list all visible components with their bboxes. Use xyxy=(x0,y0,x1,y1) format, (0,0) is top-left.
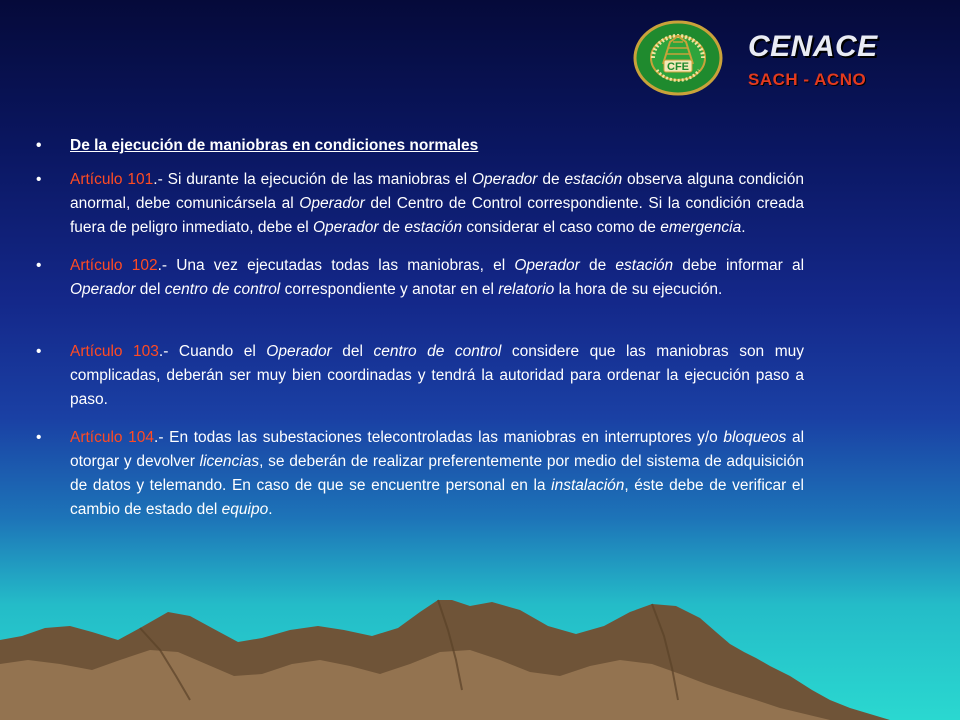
brand-title: CENACE xyxy=(748,30,878,63)
article-label: Artículo 103 xyxy=(70,343,159,360)
article-text: del Centro de Control correspondiente. Si la condición creada fuera de peligro inmediato, debe el xyxy=(70,195,804,236)
article-text: . xyxy=(741,219,746,236)
article-text: .- Una vez ejecutadas todas las maniobras, el xyxy=(157,257,515,274)
article-item xyxy=(36,426,804,522)
article-item xyxy=(36,340,804,412)
article-text: , se deberán de realizar preferentemente por medio del sistema de adquisición de datos y telemando. En caso de que se encuentre personal en la xyxy=(70,453,804,494)
bullet: • xyxy=(36,343,42,360)
article-term: estación xyxy=(404,219,463,236)
article-term: Operador xyxy=(70,281,136,298)
article-item xyxy=(36,168,804,240)
bullet: • xyxy=(36,137,42,154)
article-text: correspondiente y anotar en el xyxy=(280,281,499,298)
article-text: considere que las maniobras son muy complicadas, deberán ser muy bien coordinadas y tendrá la autoridad para ordenar la ejecución paso a paso. xyxy=(70,343,804,408)
article-item xyxy=(36,254,804,302)
article-text: considerar el caso como de xyxy=(462,219,661,236)
article-text: la hora de su ejecución. xyxy=(554,281,723,298)
article-text: . xyxy=(268,501,273,518)
article-term: instalación xyxy=(551,477,625,494)
article-text: observa alguna condición anormal, debe comunicársela al xyxy=(70,171,804,212)
article-term: relatorio xyxy=(498,281,555,298)
article-label: Artículo 102 xyxy=(70,257,158,274)
article-term: bloqueos xyxy=(723,429,787,446)
article-term: Operador xyxy=(266,343,332,360)
cfe-seal-icon xyxy=(633,20,723,96)
article-term: estación xyxy=(615,257,674,274)
article-term: licencias xyxy=(199,453,260,470)
article-term: Operador xyxy=(299,195,365,212)
article-term: estación xyxy=(564,171,623,188)
article-text: del xyxy=(135,281,165,298)
bullet: • xyxy=(36,429,42,446)
section-heading-text: De la ejecución de maniobras en condiciones normales xyxy=(70,137,479,154)
article-text: de xyxy=(378,219,405,236)
article-text: de xyxy=(579,257,616,274)
article-term: equipo xyxy=(221,501,269,518)
article-text: debe informar al xyxy=(673,257,805,274)
article-label: Artículo 104 xyxy=(70,429,155,446)
article-text: .- Cuando el xyxy=(158,343,267,360)
brand-subtitle: SACH - ACNO xyxy=(748,70,867,89)
article-list xyxy=(36,168,804,522)
article-term: centro de control xyxy=(164,281,281,298)
bullet: • xyxy=(36,171,42,188)
article-label: Artículo 101 xyxy=(70,171,154,188)
article-text: , éste debe de verificar el cambio de estado del xyxy=(70,477,804,518)
article-text: del xyxy=(331,343,374,360)
article-text: .- En todas las subestaciones telecontroladas las maniobras en interruptores y/o xyxy=(154,429,724,446)
article-term: centro de control xyxy=(373,343,502,360)
article-term: emergencia xyxy=(660,219,742,236)
article-text: .- Si durante la ejecución de las maniobras el xyxy=(153,171,472,188)
section-heading xyxy=(36,134,804,158)
article-term: Operador xyxy=(313,219,379,236)
article-spacer xyxy=(36,316,804,340)
bullet: • xyxy=(36,257,42,274)
logo-monogram: CFE xyxy=(667,61,689,73)
article-text: de xyxy=(537,171,565,188)
content-area xyxy=(36,134,804,536)
article-term: Operador xyxy=(514,257,580,274)
article-text: al otorgar y devolver xyxy=(70,429,805,470)
article-term: Operador xyxy=(471,171,538,188)
